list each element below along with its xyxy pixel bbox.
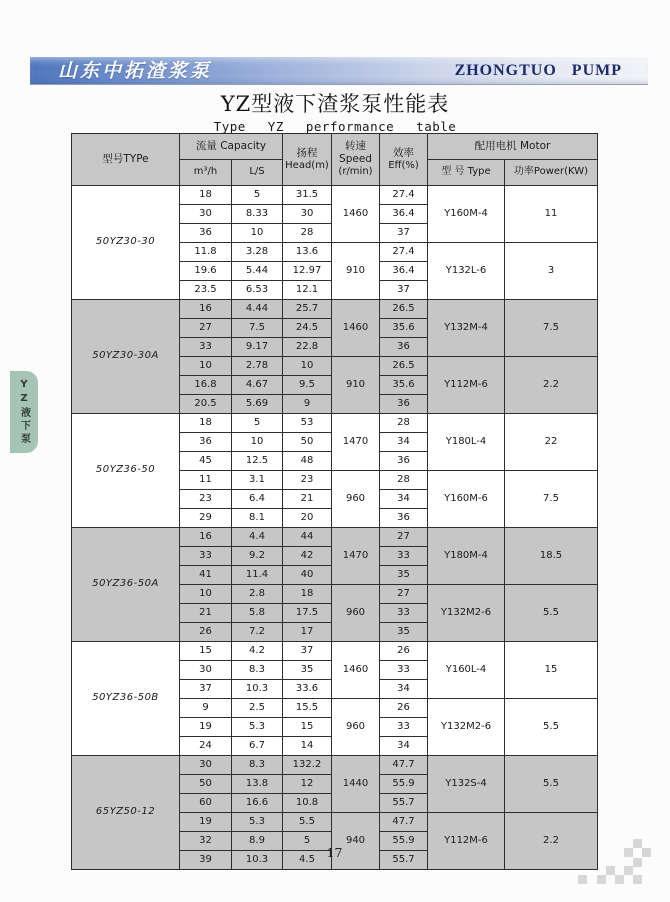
cell-head: 35: [283, 661, 332, 680]
cell-model: 50YZ30-30A: [72, 300, 180, 414]
cell-capacity-ls: 12.5: [232, 452, 283, 471]
cell-speed: 1470: [332, 414, 380, 471]
cell-motor-type: Y112M-6: [428, 357, 505, 414]
cell-eff: 27: [380, 585, 428, 604]
cell-speed: 1470: [332, 528, 380, 585]
page-title-english: Type YZ performance table: [213, 119, 457, 134]
cell-capacity-ls: 10.3: [232, 851, 283, 870]
cell-speed: 940: [332, 813, 380, 870]
col-header-motor-group: 配用电机 Motor: [428, 134, 598, 160]
cell-motor-power: 7.5: [505, 300, 598, 357]
cell-eff: 55.9: [380, 832, 428, 851]
cell-capacity-ls: 5.44: [232, 262, 283, 281]
cell-motor-type: Y112M-6: [428, 813, 505, 870]
cell-eff: 37: [380, 224, 428, 243]
cell-head: 53: [283, 414, 332, 433]
cell-capacity-m3h: 45: [180, 452, 232, 471]
cell-capacity-m3h: 24: [180, 737, 232, 756]
col-header-speed: [332, 134, 380, 186]
cell-head: 9: [283, 395, 332, 414]
performance-table-wrap: [71, 133, 598, 870]
cell-speed: 1460: [332, 300, 380, 357]
cell-capacity-m3h: 26: [180, 623, 232, 642]
table-header-row-1: [72, 134, 598, 160]
cell-capacity-ls: 2.78: [232, 357, 283, 376]
cell-head: 12.97: [283, 262, 332, 281]
cell-eff: 35.6: [380, 376, 428, 395]
cell-speed: 960: [332, 699, 380, 756]
cell-motor-power: 5.5: [505, 699, 598, 756]
cell-head: 28: [283, 224, 332, 243]
cell-eff: 37: [380, 281, 428, 300]
cell-model: 50YZ36-50: [72, 414, 180, 528]
cell-capacity-m3h: 32: [180, 832, 232, 851]
cell-capacity-ls: 5.8: [232, 604, 283, 623]
col-header-m3h: m³/h: [180, 160, 232, 186]
cell-capacity-ls: 8.9: [232, 832, 283, 851]
cell-motor-type: Y132M-4: [428, 300, 505, 357]
cell-head: 37: [283, 642, 332, 661]
cell-capacity-ls: 2.5: [232, 699, 283, 718]
cell-capacity-ls: 10: [232, 433, 283, 452]
cell-capacity-m3h: 23.5: [180, 281, 232, 300]
cell-eff: 27.4: [380, 243, 428, 262]
col-header-ls: L/S: [232, 160, 283, 186]
cell-capacity-ls: 5.69: [232, 395, 283, 414]
cell-capacity-ls: 8.3: [232, 661, 283, 680]
cell-eff: 36.4: [380, 205, 428, 224]
cell-motor-power: 18.5: [505, 528, 598, 585]
cell-eff: 47.7: [380, 813, 428, 832]
side-tab-label: YZ液下泵: [18, 378, 30, 446]
cell-capacity-ls: 7.2: [232, 623, 283, 642]
cell-head: 5: [283, 832, 332, 851]
cell-capacity-m3h: 23: [180, 490, 232, 509]
cell-capacity-m3h: 33: [180, 338, 232, 357]
cell-head: 10: [283, 357, 332, 376]
cell-capacity-m3h: 11.8: [180, 243, 232, 262]
cell-motor-power: 11: [505, 186, 598, 243]
side-tab-yz-pump: [10, 371, 38, 453]
cell-capacity-ls: 4.67: [232, 376, 283, 395]
cell-eff: 26: [380, 699, 428, 718]
cell-head: 18: [283, 585, 332, 604]
cell-capacity-m3h: 50: [180, 775, 232, 794]
cell-eff: 27.4: [380, 186, 428, 205]
col-header-head-en: Head(m): [285, 159, 329, 171]
page-number: 17: [326, 845, 343, 860]
cell-eff: 26.5: [380, 357, 428, 376]
cell-head: 12: [283, 775, 332, 794]
cell-eff: 27: [380, 528, 428, 547]
cell-capacity-ls: 8.3: [232, 756, 283, 775]
cell-capacity-ls: 4.44: [232, 300, 283, 319]
cell-speed: 1440: [332, 756, 380, 813]
cell-head: 42: [283, 547, 332, 566]
cell-eff: 35.6: [380, 319, 428, 338]
cell-capacity-m3h: 33: [180, 547, 232, 566]
cell-head: 20: [283, 509, 332, 528]
cell-capacity-ls: 3.1: [232, 471, 283, 490]
cell-capacity-ls: 11.4: [232, 566, 283, 585]
performance-table-body: [72, 186, 598, 870]
cell-capacity-m3h: 41: [180, 566, 232, 585]
cell-head: 15: [283, 718, 332, 737]
col-header-model: 型号TYPe: [72, 134, 180, 186]
table-row: [72, 528, 598, 547]
cell-model: 50YZ30-30: [72, 186, 180, 300]
cell-capacity-m3h: 30: [180, 661, 232, 680]
cell-head: 44: [283, 528, 332, 547]
cell-head: 14: [283, 737, 332, 756]
cell-capacity-m3h: 36: [180, 224, 232, 243]
cell-capacity-ls: 4.4: [232, 528, 283, 547]
cell-capacity-m3h: 39: [180, 851, 232, 870]
cell-motor-power: 3: [505, 243, 598, 300]
cell-head: 33.6: [283, 680, 332, 699]
cell-capacity-m3h: 60: [180, 794, 232, 813]
cell-capacity-m3h: 19: [180, 718, 232, 737]
cell-head: 21: [283, 490, 332, 509]
cell-head: 30: [283, 205, 332, 224]
col-header-head: [283, 134, 332, 186]
cell-capacity-m3h: 11: [180, 471, 232, 490]
cell-speed: 910: [332, 357, 380, 414]
cell-capacity-m3h: 16: [180, 528, 232, 547]
cell-head: 13.6: [283, 243, 332, 262]
cell-eff: 34: [380, 433, 428, 452]
cell-eff: 33: [380, 547, 428, 566]
cell-capacity-ls: 6.53: [232, 281, 283, 300]
cell-capacity-m3h: 37: [180, 680, 232, 699]
cell-head: 40: [283, 566, 332, 585]
cell-motor-type: Y132L-6: [428, 243, 505, 300]
cell-eff: 33: [380, 604, 428, 623]
cell-capacity-m3h: 30: [180, 205, 232, 224]
cell-head: 10.8: [283, 794, 332, 813]
cell-capacity-ls: 3.28: [232, 243, 283, 262]
cell-eff: 33: [380, 718, 428, 737]
cell-motor-type: Y180M-4: [428, 528, 505, 585]
col-header-motor-power: 功率Power(KW): [505, 160, 598, 186]
cell-head: 15.5: [283, 699, 332, 718]
cell-motor-power: 5.5: [505, 756, 598, 813]
cell-speed: 1460: [332, 186, 380, 243]
cell-capacity-m3h: 27: [180, 319, 232, 338]
col-header-eff-cn: 效率: [393, 146, 414, 159]
cell-eff: 36.4: [380, 262, 428, 281]
cell-head: 17: [283, 623, 332, 642]
title-block: [0, 88, 670, 134]
cell-model: 65YZ50-12: [72, 756, 180, 870]
col-header-speed-cn: 转速Speed: [339, 140, 372, 166]
cell-capacity-ls: 5.3: [232, 718, 283, 737]
table-row: [72, 300, 598, 319]
cell-eff: 28: [380, 414, 428, 433]
cell-motor-power: 7.5: [505, 471, 598, 528]
cell-head: 48: [283, 452, 332, 471]
cell-model: 50YZ36-50B: [72, 642, 180, 756]
table-row: [72, 756, 598, 775]
cell-capacity-ls: 8.1: [232, 509, 283, 528]
cell-capacity-ls: 16.6: [232, 794, 283, 813]
cell-eff: 34: [380, 680, 428, 699]
cell-eff: 36: [380, 452, 428, 471]
cell-capacity-m3h: 20.5: [180, 395, 232, 414]
cell-eff: 55.9: [380, 775, 428, 794]
cell-eff: 55.7: [380, 851, 428, 870]
cell-capacity-m3h: 16.8: [180, 376, 232, 395]
cell-motor-power: 15: [505, 642, 598, 699]
page-title-chinese: YZ型液下渣浆泵性能表: [220, 92, 450, 116]
cell-capacity-ls: 9.17: [232, 338, 283, 357]
cell-motor-type: Y160L-4: [428, 642, 505, 699]
cell-capacity-ls: 10: [232, 224, 283, 243]
cell-capacity-m3h: 16: [180, 300, 232, 319]
cell-motor-power: 2.2: [505, 357, 598, 414]
cell-motor-type: Y132M2-6: [428, 585, 505, 642]
cell-capacity-m3h: 21: [180, 604, 232, 623]
cell-capacity-ls: 2.8: [232, 585, 283, 604]
col-header-motor-type: 型 号 Type: [428, 160, 505, 186]
masthead-bar: [30, 57, 648, 85]
cell-motor-type: Y160M-6: [428, 471, 505, 528]
cell-head: 132.2: [283, 756, 332, 775]
cell-capacity-ls: 6.4: [232, 490, 283, 509]
cell-speed: 960: [332, 471, 380, 528]
cell-capacity-ls: 9.2: [232, 547, 283, 566]
cell-capacity-m3h: 19: [180, 813, 232, 832]
col-header-capacity-group: 流量 Capacity: [180, 134, 283, 160]
cell-eff: 28: [380, 471, 428, 490]
cell-eff: 35: [380, 566, 428, 585]
cell-capacity-ls: 13.8: [232, 775, 283, 794]
cell-motor-type: Y180L-4: [428, 414, 505, 471]
cell-capacity-ls: 10.3: [232, 680, 283, 699]
col-header-speed-unit: (r/min): [338, 166, 373, 178]
cell-head: 50: [283, 433, 332, 452]
cell-capacity-ls: 6.7: [232, 737, 283, 756]
cell-capacity-m3h: 29: [180, 509, 232, 528]
cell-head: 24.5: [283, 319, 332, 338]
cell-eff: 35: [380, 623, 428, 642]
cell-capacity-m3h: 18: [180, 186, 232, 205]
cell-head: 9.5: [283, 376, 332, 395]
cell-head: 4.5: [283, 851, 332, 870]
cell-capacity-m3h: 30: [180, 756, 232, 775]
cell-head: 25.7: [283, 300, 332, 319]
cell-eff: 47.7: [380, 756, 428, 775]
cell-motor-power: 22: [505, 414, 598, 471]
performance-table: [71, 133, 598, 870]
cell-head: 5.5: [283, 813, 332, 832]
cell-capacity-m3h: 18: [180, 414, 232, 433]
cell-speed: 910: [332, 243, 380, 300]
cell-speed: 960: [332, 585, 380, 642]
col-header-eff-en: Eff(%): [388, 159, 419, 171]
table-row: [72, 642, 598, 661]
cell-capacity-m3h: 9: [180, 699, 232, 718]
cell-eff: 36: [380, 338, 428, 357]
cell-motor-power: 2.2: [505, 813, 598, 870]
cell-eff: 36: [380, 395, 428, 414]
cell-motor-power: 5.5: [505, 585, 598, 642]
table-row: [72, 414, 598, 433]
brand-name-english: ZHONGTUO PUMP: [454, 62, 622, 79]
table-row: [72, 186, 598, 205]
cell-capacity-ls: 5.3: [232, 813, 283, 832]
cell-capacity-ls: 4.2: [232, 642, 283, 661]
cell-capacity-ls: 7.5: [232, 319, 283, 338]
cell-motor-type: Y160M-4: [428, 186, 505, 243]
cell-eff: 26.5: [380, 300, 428, 319]
cell-capacity-ls: 8.33: [232, 205, 283, 224]
cell-eff: 33: [380, 661, 428, 680]
cell-model: 50YZ36-50A: [72, 528, 180, 642]
cell-head: 31.5: [283, 186, 332, 205]
cell-head: 17.5: [283, 604, 332, 623]
cell-capacity-m3h: 36: [180, 433, 232, 452]
cell-eff: 34: [380, 737, 428, 756]
cell-head: 22.8: [283, 338, 332, 357]
cell-capacity-m3h: 19.6: [180, 262, 232, 281]
cell-capacity-m3h: 15: [180, 642, 232, 661]
cell-motor-type: Y132S-4: [428, 756, 505, 813]
col-header-head-cn: 扬程: [296, 146, 318, 159]
cell-head: 12.1: [283, 281, 332, 300]
brand-name-chinese: 山东中拓渣浆泵: [58, 60, 213, 82]
cell-eff: 36: [380, 509, 428, 528]
cell-capacity-ls: 5: [232, 186, 283, 205]
cell-head: 23: [283, 471, 332, 490]
cell-eff: 55.7: [380, 794, 428, 813]
cell-capacity-m3h: 10: [180, 357, 232, 376]
col-header-eff: [380, 134, 428, 186]
cell-capacity-ls: 5: [232, 414, 283, 433]
cell-eff: 34: [380, 490, 428, 509]
cell-capacity-m3h: 10: [180, 585, 232, 604]
cell-eff: 26: [380, 642, 428, 661]
cell-motor-type: Y132M2-6: [428, 699, 505, 756]
cell-speed: 1460: [332, 642, 380, 699]
